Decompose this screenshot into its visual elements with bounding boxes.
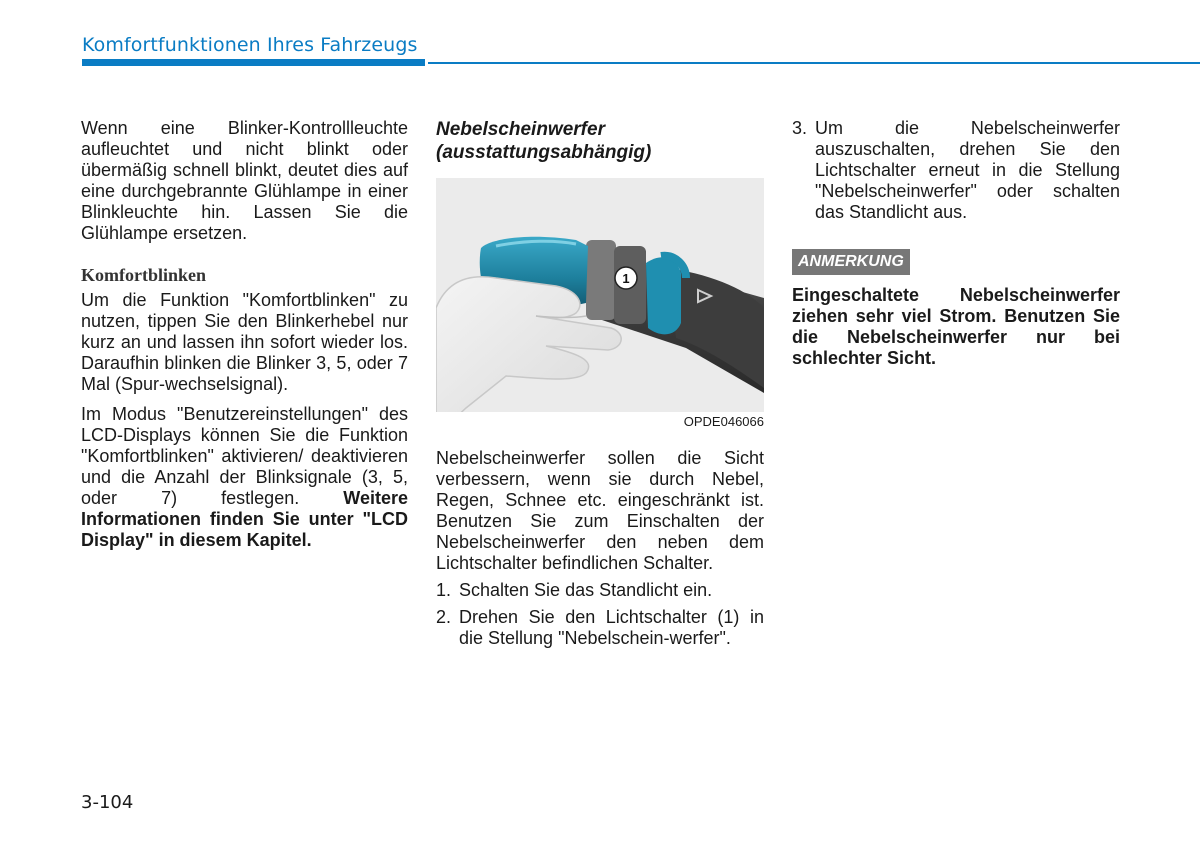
- note-text: Eingeschaltete Nebelscheinwerfer ziehen sehr viel Strom. Benutzen Sie die Nebelscheinwerfer nur bei schlechter Sicht.: [792, 285, 1120, 368]
- list-item-text: Drehen Sie den Lichtschalter (1) in die Stellung "Nebelschein-werfer".: [459, 607, 764, 648]
- header-rule-thick: [82, 59, 425, 66]
- section-heading-line1: Nebelscheinwerfer: [436, 119, 605, 140]
- list-item-number: 2.: [436, 607, 452, 627]
- running-header-title: Komfortfunktionen Ihres Fahrzeugs: [82, 34, 418, 56]
- light-switch-illustration: [436, 178, 764, 436]
- list-item: [436, 580, 764, 601]
- section-heading: [436, 118, 764, 164]
- settings-text: Im Modus "Benutzereinstellungen" des LCD-Displays können Sie die Funktion "Komfortblinken" aktivieren/ deaktivieren und die Anzahl der Blinksignale (3, 5, oder 7) festlegen.: [81, 404, 408, 508]
- list-item: [792, 118, 1120, 223]
- intro-paragraph: Wenn eine Blinker-Kontrollleuchte aufleuchtet und nicht blinkt oder übermäßig schnell blinkt, deutet dies auf eine durchgebrannte Glühlampe in einer Blinkleuchte hin. Lassen Sie die Glühlampe ersetzen.: [81, 118, 408, 243]
- figure-caption: OPDE046066: [436, 412, 764, 436]
- list-item-text: Schalten Sie das Standlicht ein.: [459, 580, 713, 600]
- column-middle: [436, 118, 764, 649]
- list-item-text: Um die Nebelscheinwerfer auszuschalten, drehen Sie den Lichtschalter erneut in die Stellung "Nebelscheinwerfer" oder schalten das Standlicht aus.: [815, 118, 1120, 222]
- settings-reference-text: Weitere Informationen finden Sie unter "LCD Display" in diesem Kapitel.: [81, 488, 408, 550]
- fog-light-paragraph: Nebelscheinwerfer sollen die Sicht verbessern, wenn sie durch Nebel, Regen, Schnee etc. eingeschränkt ist. Benutzen Sie zum Einschalten der Nebelscheinwerfer den neben dem Lichtschalter befindlichen Schalter.: [436, 448, 764, 573]
- list-item-number: 3.: [792, 118, 808, 138]
- list-item-number: 1.: [436, 580, 452, 600]
- callout-number: 1: [622, 271, 630, 286]
- header-rule-thin: [428, 62, 1200, 64]
- column-right: [792, 118, 1120, 369]
- subheading-komfortblinken: Komfortblinken: [81, 265, 207, 285]
- list-item: [436, 607, 764, 649]
- page-number: 3-104: [81, 792, 134, 813]
- column-left: [81, 118, 408, 551]
- settings-paragraph: [81, 404, 408, 551]
- komfortblinken-paragraph: Um die Funktion "Komfortblinken" zu nutzen, tippen Sie den Blinkerhebel nur kurz an und lassen ihn sofort wieder los. Daraufhin blinken die Blinker 3, 5, oder 7 Mal (Spur-wechselsignal).: [81, 290, 408, 394]
- section-heading-line2: (ausstattungsabhängig): [436, 142, 652, 163]
- fog-light-switch-figure: [436, 178, 764, 436]
- note-badge: ANMERKUNG: [792, 249, 910, 275]
